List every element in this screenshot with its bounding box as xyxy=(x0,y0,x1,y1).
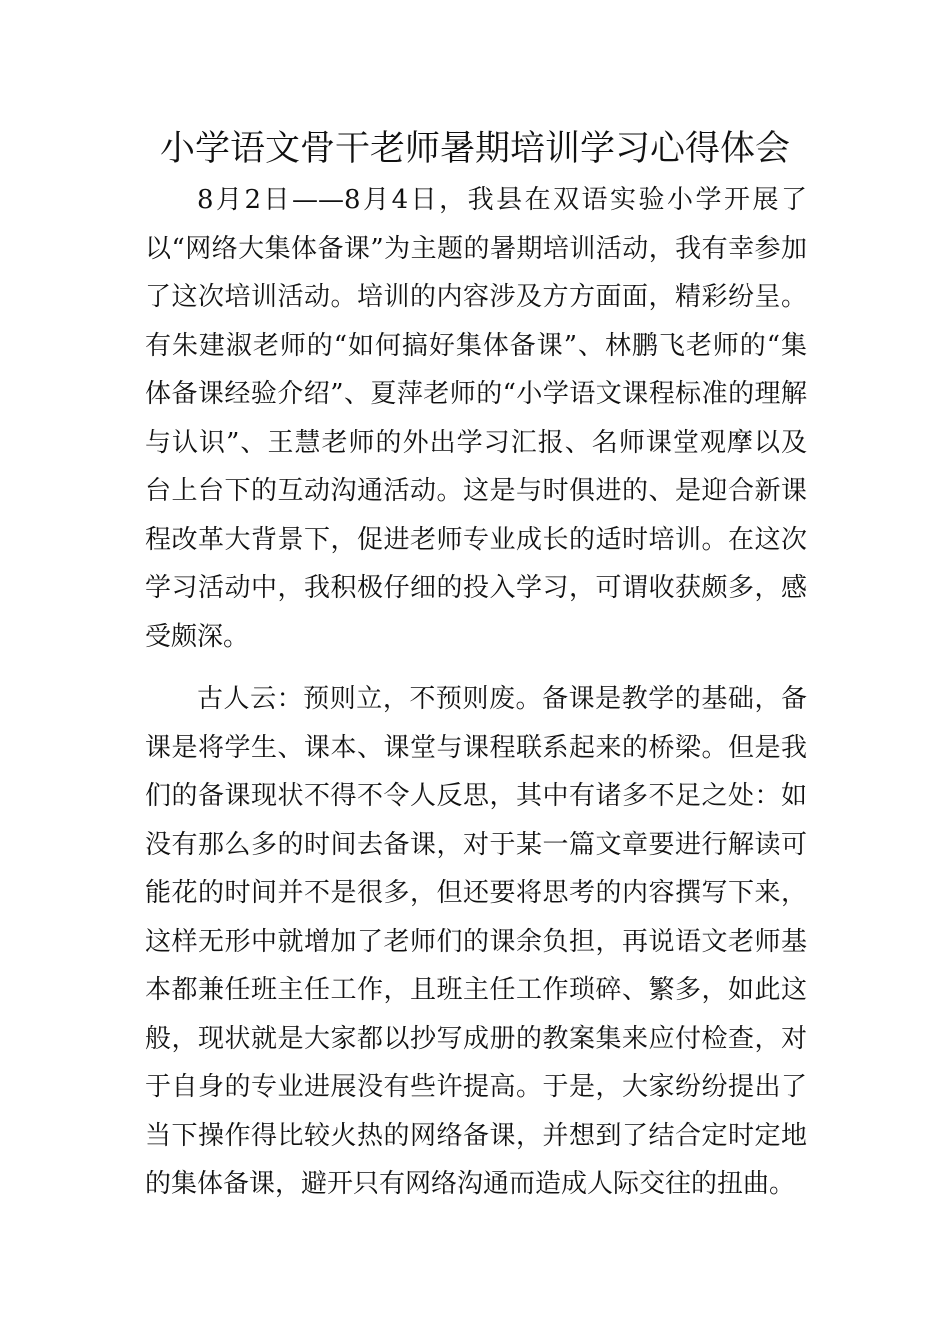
paragraph-1: 8月2日——8月4日，我县在双语实验小学开展了以“网络大集体备课”为主题的暑期培训活动，我有幸参加了这次培训活动。培训的内容涉及方方面面，精彩纷呈。有朱建淑老师的“如何搞好集体备课”、林鹏飞老师的“集体备课经验介绍”、夏萍老师的“小学语文课程标准的理解与认识”、王慧老师的外出学习汇报、名师课堂观摩以及台上台下的互动沟通活动。这是与时俱进的、是迎合新课程改革大背景下，促进老师专业成长的适时培训。在这次学习活动中，我积极仔细的投入学习，可谓收获颇多，感受颇深。 xyxy=(145,185,807,652)
document-title: 小学语文骨干老师暑期培训学习心得体会 xyxy=(159,129,790,169)
document-body xyxy=(145,176,807,1223)
paragraph-2: 古人云：预则立，不预则废。备课是教学的基础，备课是将学生、课本、课堂与课程联系起来的桥梁。但是我们的备课现状不得不令人反思，其中有诸多不足之处：如没有那么多的时间去备课，对于某一篇文章要进行解读可能花的时间并不是很多，但还要将思考的内容撰写下来，这样无形中就增加了老师们的课余负担，再说语文老师基本都兼任班主任工作，且班主任工作琐碎、繁多，如此这般，现状就是大家都以抄写成册的教案集来应付检查，对于自身的专业进展没有些许提高。于是，大家纷纷提出了当下操作得比较火热的网络备课，并想到了结合定时定地的集体备课，避开只有网络沟通而造成人际交往的扭曲。 xyxy=(145,684,807,1199)
